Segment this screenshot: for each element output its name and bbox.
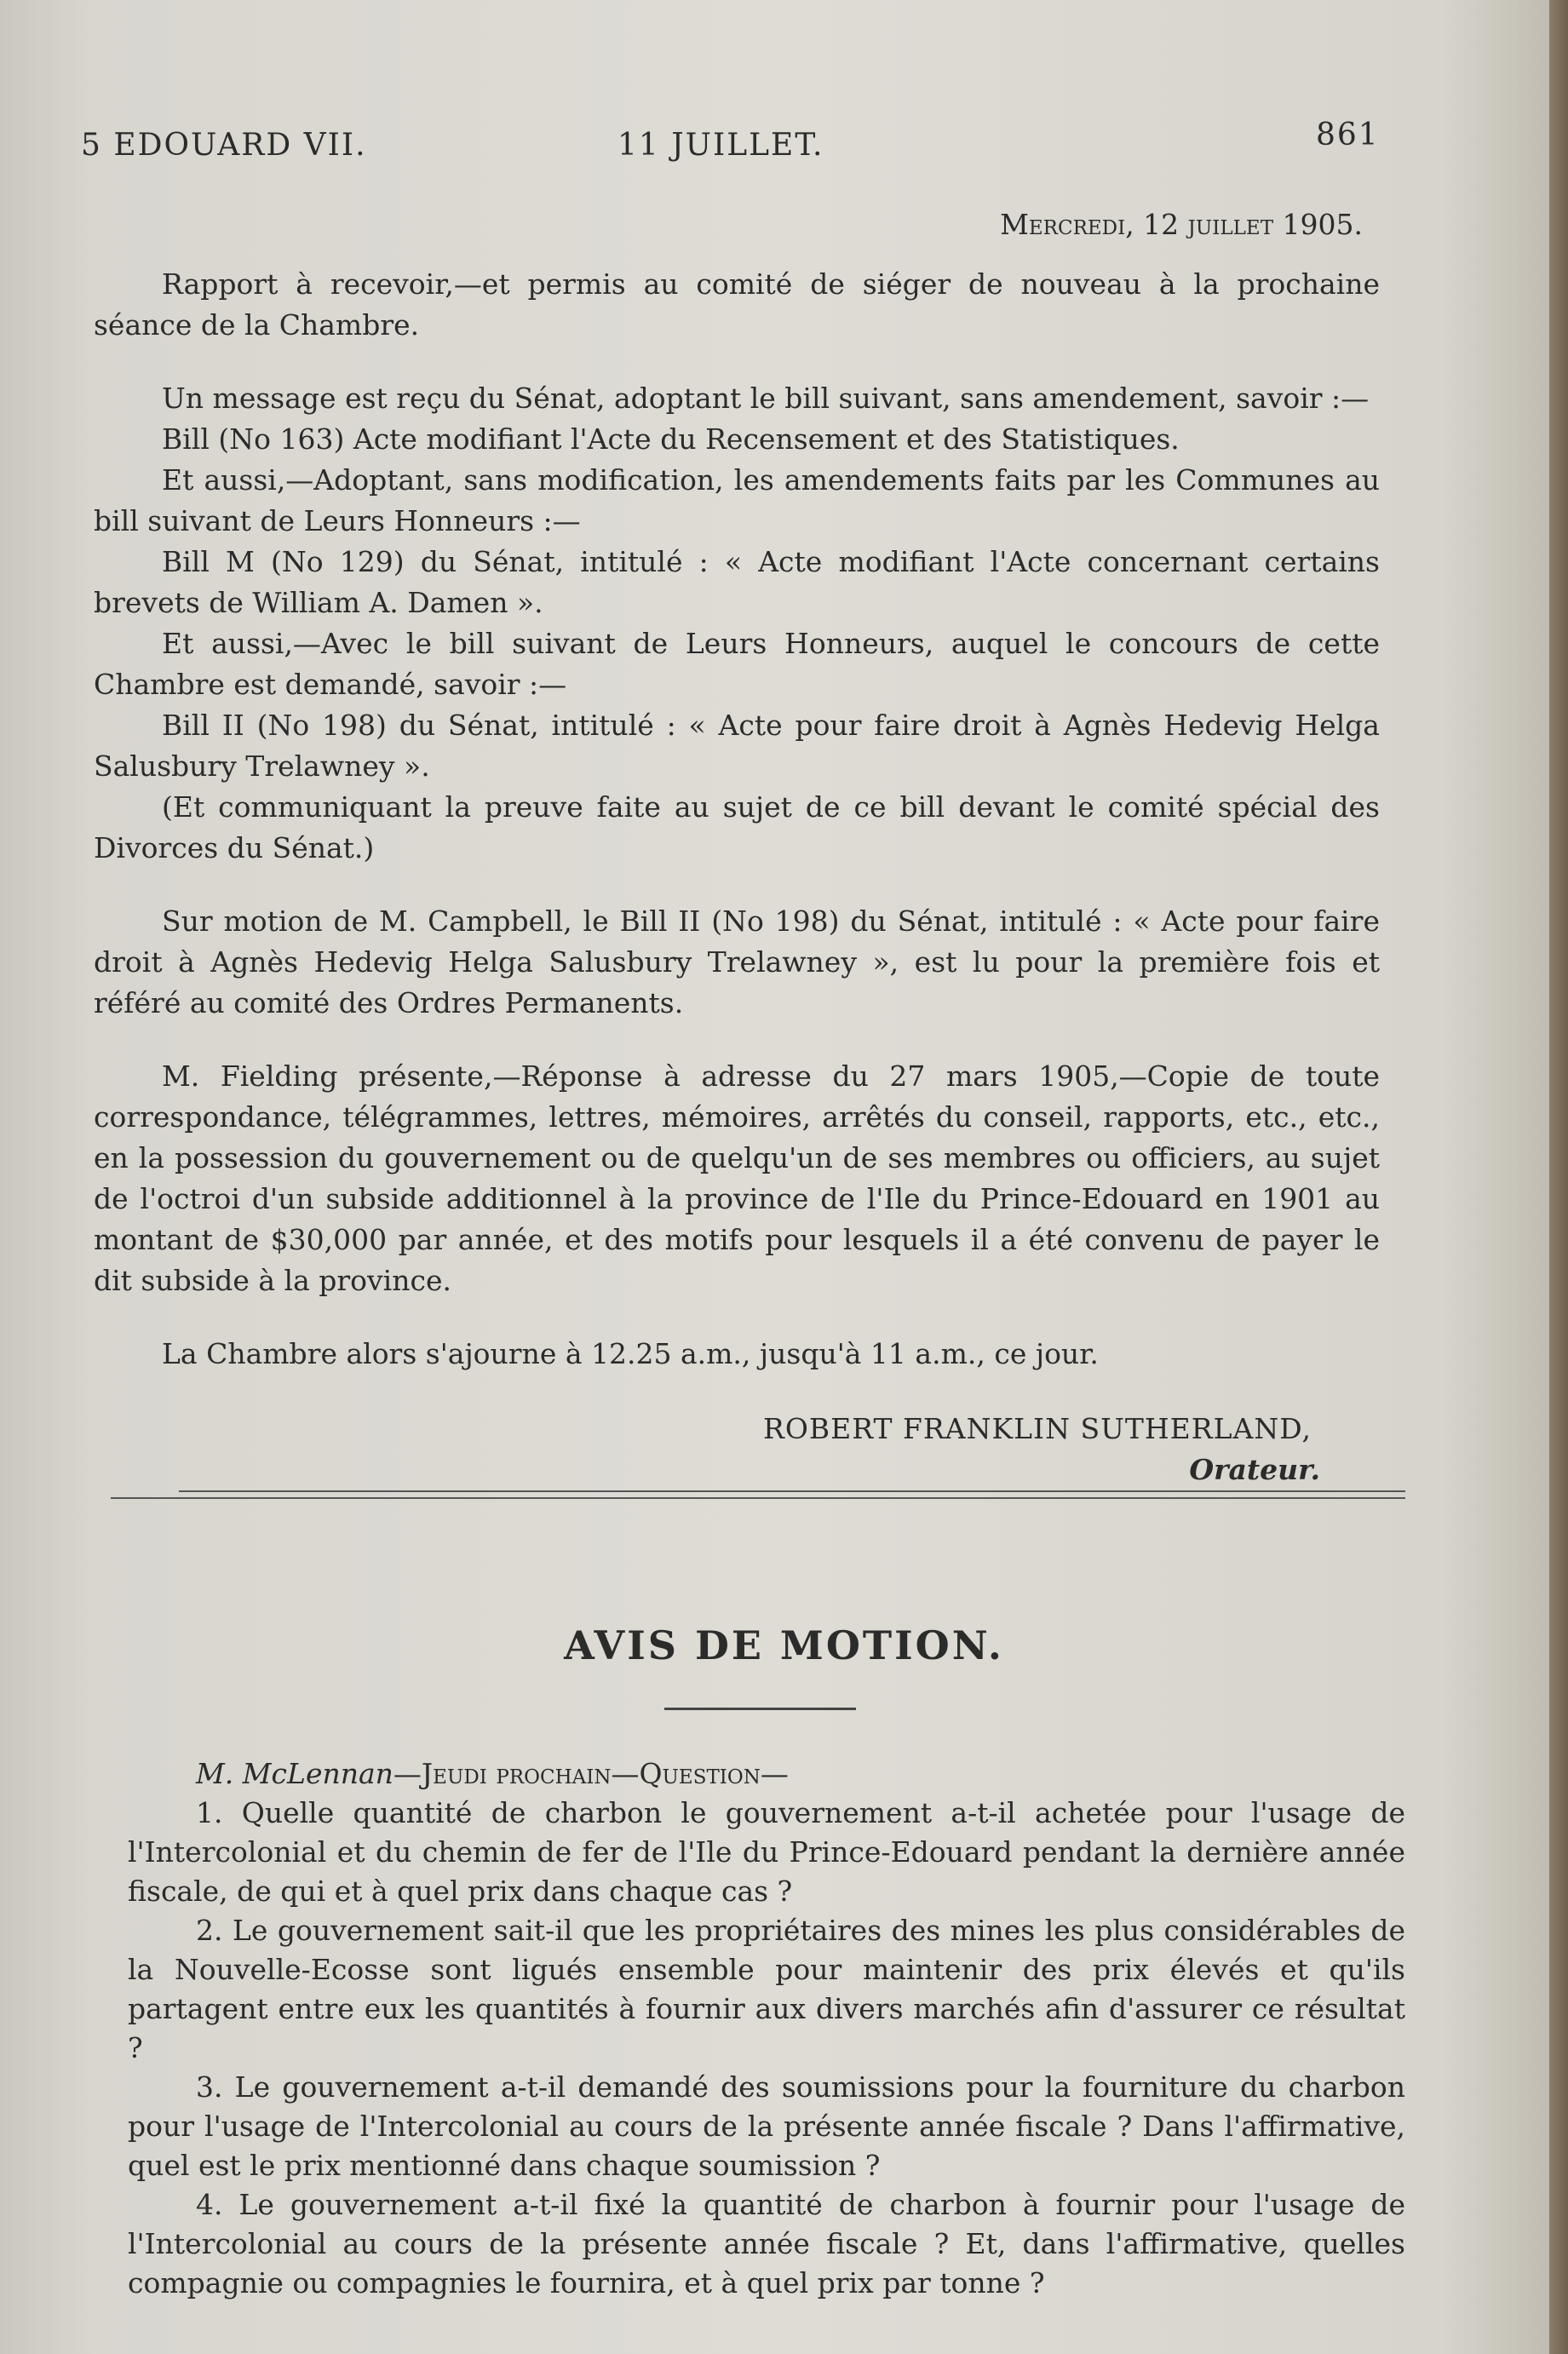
header-session: 5 EDOUARD VII. [81, 128, 367, 163]
signature-name: ROBERT FRANKLIN SUTHERLAND, [763, 1412, 1312, 1445]
paragraph: M. Fielding présente,—Réponse à adresse du 27 mars 1905,—Copie de toute correspondance, télégrammes, lettres, mémoires, arrêtés du conseil, rapports, etc., etc., en la possession du gouvernement ou de quelqu'un de ses membres ou officiers, au sujet de l'octroi d'un subside additionnel à la province de l'Ile du Prince-Edouard en 1901 au montant de $30,000 par année, et des motifs pour lesquels il a été convenu de payer le dit subside à la province. [94, 1059, 1380, 1297]
page-binding-edge [1549, 0, 1568, 2354]
section-title: AVIS DE MOTION. [564, 1622, 1004, 1668]
paragraph: Et aussi,—Adoptant, sans modification, les amendements faits par les Communes au bill suivant de Leurs Honneurs :— [94, 463, 1380, 537]
section-divider [111, 1490, 1405, 1499]
paragraph: Sur motion de M. Campbell, le Bill II (No 198) du Sénat, intitulé : « Acte pour faire droit à Agnès Hedevig Helga Salusbury Trelawney », est lu pour la première fois et référé au comité des Ordres Permanents. [94, 904, 1380, 1019]
question-item: 4. Le gouvernement a-t-il fixé la quantité de charbon à fournir pour l'usage de l'Intercolonial au cours de la présente année fiscale ? Et, dans l'affirmative, quelles compagnie ou compagnies le fournira, et à quel prix par tonne ? [128, 2188, 1405, 2299]
question-item: 3. Le gouvernement a-t-il demandé des soumissions pour la fourniture du charbon pour l'usage de l'Intercolonial au cours de la présente année fiscale ? Dans l'affirmative, quel est le prix mentionné dans chaque soumission ? [128, 2070, 1405, 2182]
question-item: 1. Quelle quantité de charbon le gouvernement a-t-il achetée pour l'usage de l'Intercolonial et du chemin de fer de l'Ile du Prince-Edouard pendant la dernière année fiscale, de qui et à quel prix dans chaque cas ? [128, 1796, 1405, 1908]
sitting-date: Mercredi, 12 juillet 1905. [1000, 208, 1363, 241]
motion-intro [128, 1754, 1405, 1794]
paragraph: Bill M (No 129) du Sénat, intitulé : « Acte modifiant l'Acte concernant certains brevets de William A. Damen ». [94, 545, 1380, 619]
divider-line [111, 1497, 1405, 1499]
signature-title: Orateur. [1189, 1453, 1320, 1486]
paragraph: Bill II (No 198) du Sénat, intitulé : « Acte pour faire droit à Agnès Hedevig Helga Salusbury Trelawney ». [94, 709, 1380, 783]
member-name: M. McLennan [196, 1757, 393, 1790]
paragraph: Rapport à recevoir,—et permis au comité de siéger de nouveau à la prochaine séance de la Chambre. [94, 267, 1380, 342]
paragraph: (Et communiquant la preuve faite au sujet de ce bill devant le comité spécial des Divorces du Sénat.) [94, 790, 1380, 864]
paragraph: La Chambre alors s'ajourne à 12.25 a.m., jusqu'à 11 a.m., ce jour. [162, 1337, 1099, 1370]
paragraph: Et aussi,—Avec le bill suivant de Leurs Honneurs, auquel le concours de cette Chambre est demandé, savoir :— [94, 627, 1380, 701]
header-date: 11 JUILLET. [617, 128, 824, 163]
title-underline [664, 1708, 856, 1710]
journal-body [94, 204, 1380, 1490]
motion-intro-text: —Jeudi prochain—Question— [393, 1757, 789, 1790]
question-item: 2. Le gouvernement sait-il que les propriétaires des mines les plus considérables de la Nouvelle-Ecosse sont ligués ensemble pour maintenir des prix élevés et qu'ils partagent entre eux les quantités à fournir aux divers marchés afin d'assurer ce résultat ? [128, 1914, 1405, 2064]
paragraph: Bill (No 163) Acte modifiant l'Acte du Recensement et des Statistiques. [162, 422, 1180, 456]
motion-notice [128, 1754, 1405, 2303]
divider-line [179, 1490, 1405, 1492]
page-number: 861 [1316, 118, 1380, 152]
paragraph: Un message est reçu du Sénat, adoptant le bill suivant, sans amendement, savoir :— [162, 382, 1370, 415]
